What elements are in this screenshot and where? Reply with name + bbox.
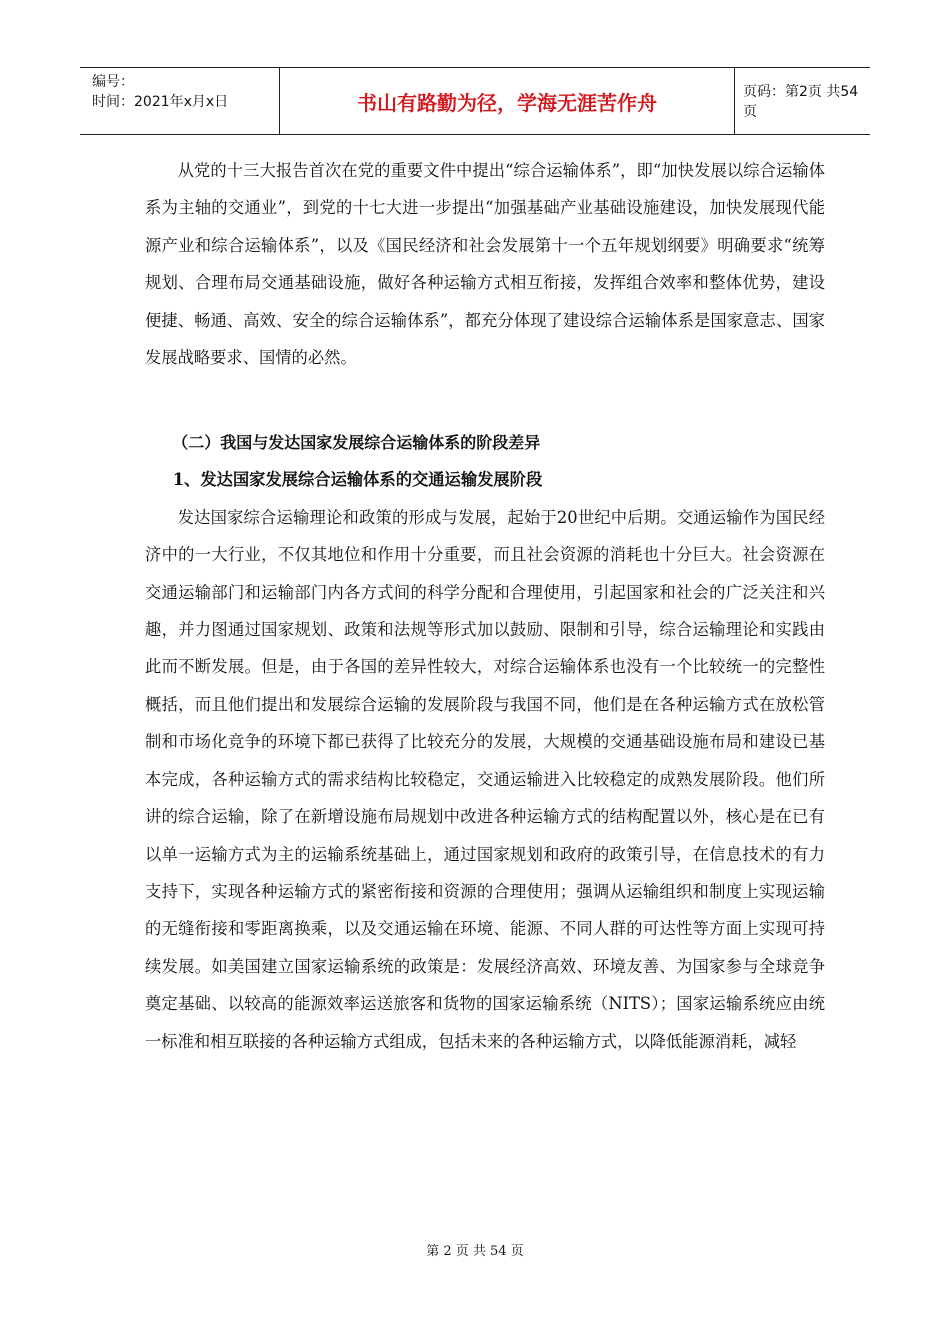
section-heading: （二）我国与发达国家发展综合运输体系的阶段差异	[172, 433, 541, 453]
document-body	[145, 152, 825, 1060]
subsection-heading: 1、发达国家发展综合运输体系的交通运输发展阶段	[172, 470, 543, 490]
document-number-label: 编号：	[92, 74, 134, 90]
body-paragraph-1: 从党的十三大报告首次在党的重要文件中提出“综合运输体系”，即“加快发展以综合运输体系为主轴的交通业”，到党的十七大进一步提出“加强基础产业基础设施建设，加快发展现代能源产业和综合运输体系”，以及《国民经济和社会发展第十一个五年规划纲要》明确要求“统筹规划、合理布局交通基础设施，做好各种运输方式相互衔接，发挥组合效率和整体优势，建设便捷、畅通、高效、安全的综合运输体系”，都充分体现了建设综合运输体系是国家意志、国家发展战略要求、国情的必然。	[145, 161, 825, 368]
page-footer: 第 2 页 共 54 页	[426, 1244, 524, 1259]
page-header	[80, 67, 870, 135]
header-page-info: 页码：第2页 共54页	[743, 84, 859, 120]
document-date: 时间：2021年x月x日	[92, 94, 229, 110]
header-meta	[80, 68, 280, 134]
body-paragraph-2: 发达国家综合运输理论和政策的形成与发展，起始于20世纪中后期。交通运输作为国民经济中的一大行业，不仅其地位和作用十分重要，而且社会资源的消耗也十分巨大。社会资源在交通运输部门和运输部门内各方式间的科学分配和合理使用，引起国家和社会的广泛关注和兴趣，并力图通过国家规划、政策和法规等形式加以鼓励、限制和引导，综合运输理论和实践由此而不断发展。但是，由于各国的差异性较大，对综合运输体系也没有一个比较统一的完整性概括，而且他们提出和发展综合运输的发展阶段与我国不同，他们是在各种运输方式在放松管制和市场化竞争的环境下都已获得了比较充分的发展，大规模的交通基础设施布局和建设已基本完成，各种运输方式的需求结构比较稳定，交通运输进入比较稳定的成熟发展阶段。他们所讲的综合运输，除了在新增设施布局规划中改进各种运输方式的结构配置以外，核心是在已有以单一运输方式为主的运输系统基础上，通过国家规划和政府的政策引导，在信息技术的有力支持下，实现各种运输方式的紧密衔接和资源的合理使用；强调从运输组织和制度上实现运输的无缝衔接和零距离换乘，以及交通运输在环境、能源、不同人群的可达性等方面上实现可持续发展。如美国建立国家运输系统的政策是：发展经济高效、环境友善、为国家参与全球竞争奠定基础、以较高的能源效率运送旅客和货物的国家运输系统（NITS）；国家运输系统应由统一标准和相互联接的各种运输方式组成，包括未来的各种运输方式，以降低能源消耗，减轻	[145, 507, 825, 1051]
header-motto: 书山有路勤为径，学海无涯苦作舟	[280, 68, 735, 134]
